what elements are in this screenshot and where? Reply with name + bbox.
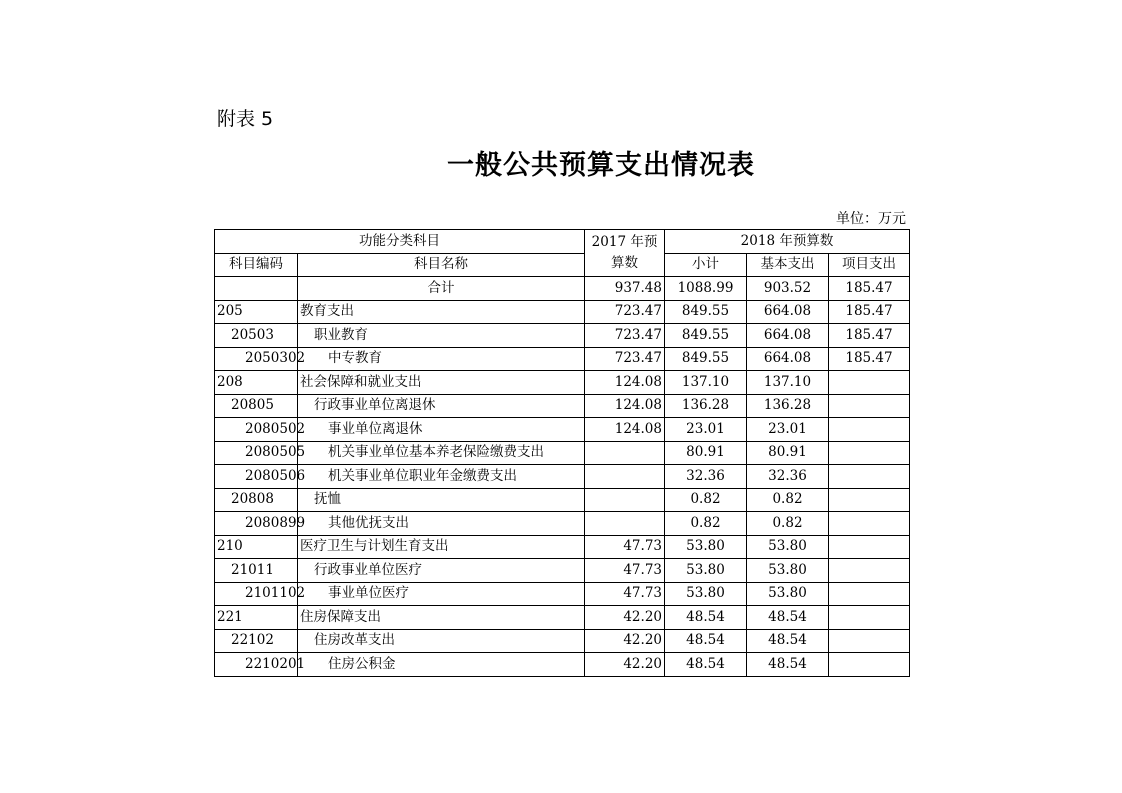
cell-name: 行政事业单位医疗 (298, 559, 585, 583)
cell-project (829, 465, 910, 489)
cell-subtotal: 53.80 (665, 559, 747, 583)
cell-subtotal: 137.10 (665, 371, 747, 395)
cell-2017: 124.08 (585, 418, 665, 442)
cell-name: 住房保障支出 (298, 606, 585, 630)
table-row (215, 535, 910, 559)
cell-subtotal: 48.54 (665, 606, 747, 630)
cell-subtotal: 849.55 (665, 300, 747, 324)
cell-2017 (585, 488, 665, 512)
table-row (215, 394, 910, 418)
cell-basic: 80.91 (747, 441, 829, 465)
cell-basic: 137.10 (747, 371, 829, 395)
cell-2017: 42.20 (585, 629, 665, 653)
cell-2017: 937.48 (585, 277, 665, 301)
cell-2017: 47.73 (585, 582, 665, 606)
unit-label: 单位：万元 (836, 211, 906, 227)
header-2018: 2018 年预算数 (665, 230, 910, 254)
table-row (215, 324, 910, 348)
cell-basic: 48.54 (747, 606, 829, 630)
cell-basic: 0.82 (747, 488, 829, 512)
cell-subtotal: 0.82 (665, 512, 747, 536)
cell-2017 (585, 465, 665, 489)
cell-code: 2050302 (215, 347, 298, 371)
cell-basic: 0.82 (747, 512, 829, 536)
table-row (215, 441, 910, 465)
cell-code: 21011 (215, 559, 298, 583)
page-title (0, 143, 1122, 182)
cell-project (829, 418, 910, 442)
cell-basic: 53.80 (747, 582, 829, 606)
cell-name: 住房公积金 (298, 653, 585, 677)
cell-project (829, 535, 910, 559)
cell-2017: 723.47 (585, 347, 665, 371)
cell-project (829, 559, 910, 583)
cell-code: 2080899 (215, 512, 298, 536)
cell-2017: 47.73 (585, 535, 665, 559)
cell-code: 2080506 (215, 465, 298, 489)
cell-code (215, 277, 298, 301)
cell-project (829, 371, 910, 395)
table-row (215, 629, 910, 653)
table-row (215, 488, 910, 512)
cell-project (829, 394, 910, 418)
cell-2017: 124.08 (585, 394, 665, 418)
cell-subtotal: 48.54 (665, 653, 747, 677)
cell-basic: 664.08 (747, 324, 829, 348)
cell-name: 医疗卫生与计划生育支出 (298, 535, 585, 559)
cell-code: 2101102 (215, 582, 298, 606)
cell-basic: 48.54 (747, 653, 829, 677)
cell-name: 职业教育 (298, 324, 585, 348)
cell-code: 208 (215, 371, 298, 395)
header-row-2 (215, 253, 910, 277)
table-row (215, 277, 910, 301)
cell-2017: 723.47 (585, 300, 665, 324)
cell-subtotal: 80.91 (665, 441, 747, 465)
budget-table (214, 229, 910, 677)
cell-2017 (585, 441, 665, 465)
table-row (215, 653, 910, 677)
cell-subtotal: 23.01 (665, 418, 747, 442)
cell-subtotal: 849.55 (665, 347, 747, 371)
cell-name: 合计 (298, 277, 585, 301)
cell-2017: 124.08 (585, 371, 665, 395)
cell-project: 185.47 (829, 277, 910, 301)
cell-name: 机关事业单位职业年金缴费支出 (298, 465, 585, 489)
cell-project: 185.47 (829, 324, 910, 348)
cell-basic: 53.80 (747, 559, 829, 583)
cell-subtotal: 48.54 (665, 629, 747, 653)
cell-basic: 48.54 (747, 629, 829, 653)
cell-code: 205 (215, 300, 298, 324)
table-row (215, 559, 910, 583)
cell-project (829, 653, 910, 677)
cell-name: 行政事业单位离退休 (298, 394, 585, 418)
cell-project (829, 512, 910, 536)
table-row (215, 300, 910, 324)
cell-project: 185.47 (829, 347, 910, 371)
cell-code: 2080502 (215, 418, 298, 442)
cell-subtotal: 136.28 (665, 394, 747, 418)
header-basic: 基本支出 (747, 253, 829, 277)
cell-project (829, 488, 910, 512)
cell-basic: 664.08 (747, 300, 829, 324)
header-subtotal: 小计 (665, 253, 747, 277)
cell-name: 中专教育 (298, 347, 585, 371)
cell-code: 20808 (215, 488, 298, 512)
table-row (215, 347, 910, 371)
cell-subtotal: 849.55 (665, 324, 747, 348)
cell-project (829, 582, 910, 606)
cell-name: 事业单位医疗 (298, 582, 585, 606)
cell-subtotal: 32.36 (665, 465, 747, 489)
cell-basic: 32.36 (747, 465, 829, 489)
cell-project (829, 606, 910, 630)
cell-basic: 136.28 (747, 394, 829, 418)
cell-code: 210 (215, 535, 298, 559)
cell-name: 教育支出 (298, 300, 585, 324)
cell-name: 抚恤 (298, 488, 585, 512)
table-row (215, 418, 910, 442)
cell-subtotal: 0.82 (665, 488, 747, 512)
cell-basic: 23.01 (747, 418, 829, 442)
cell-subtotal: 1088.99 (665, 277, 747, 301)
cell-name: 社会保障和就业支出 (298, 371, 585, 395)
cell-project (829, 629, 910, 653)
table-row (215, 371, 910, 395)
cell-basic: 664.08 (747, 347, 829, 371)
cell-code: 20805 (215, 394, 298, 418)
cell-subtotal: 53.80 (665, 535, 747, 559)
header-row-1 (215, 230, 910, 254)
cell-basic: 903.52 (747, 277, 829, 301)
header-name: 科目名称 (298, 253, 585, 277)
cell-2017: 723.47 (585, 324, 665, 348)
page-title-text: 一般公共预算支出情况表 (447, 150, 755, 181)
cell-code: 221 (215, 606, 298, 630)
cell-code: 22102 (215, 629, 298, 653)
cell-2017: 42.20 (585, 606, 665, 630)
table-row (215, 465, 910, 489)
header-project: 项目支出 (829, 253, 910, 277)
header-2017: 2017 年预算数 (585, 230, 665, 277)
cell-2017: 47.73 (585, 559, 665, 583)
header-code: 科目编码 (215, 253, 298, 277)
cell-basic: 53.80 (747, 535, 829, 559)
table-row (215, 606, 910, 630)
annex-label: 附表 5 (217, 108, 274, 130)
cell-name: 事业单位离退休 (298, 418, 585, 442)
cell-2017 (585, 512, 665, 536)
cell-name: 机关事业单位基本养老保险缴费支出 (298, 441, 585, 465)
cell-code: 2080505 (215, 441, 298, 465)
table-row (215, 512, 910, 536)
cell-project: 185.47 (829, 300, 910, 324)
cell-code: 20503 (215, 324, 298, 348)
cell-project (829, 441, 910, 465)
cell-name: 住房改革支出 (298, 629, 585, 653)
table-row (215, 582, 910, 606)
header-func-class: 功能分类科目 (215, 230, 585, 254)
cell-name: 其他优抚支出 (298, 512, 585, 536)
cell-code: 2210201 (215, 653, 298, 677)
cell-2017: 42.20 (585, 653, 665, 677)
cell-subtotal: 53.80 (665, 582, 747, 606)
